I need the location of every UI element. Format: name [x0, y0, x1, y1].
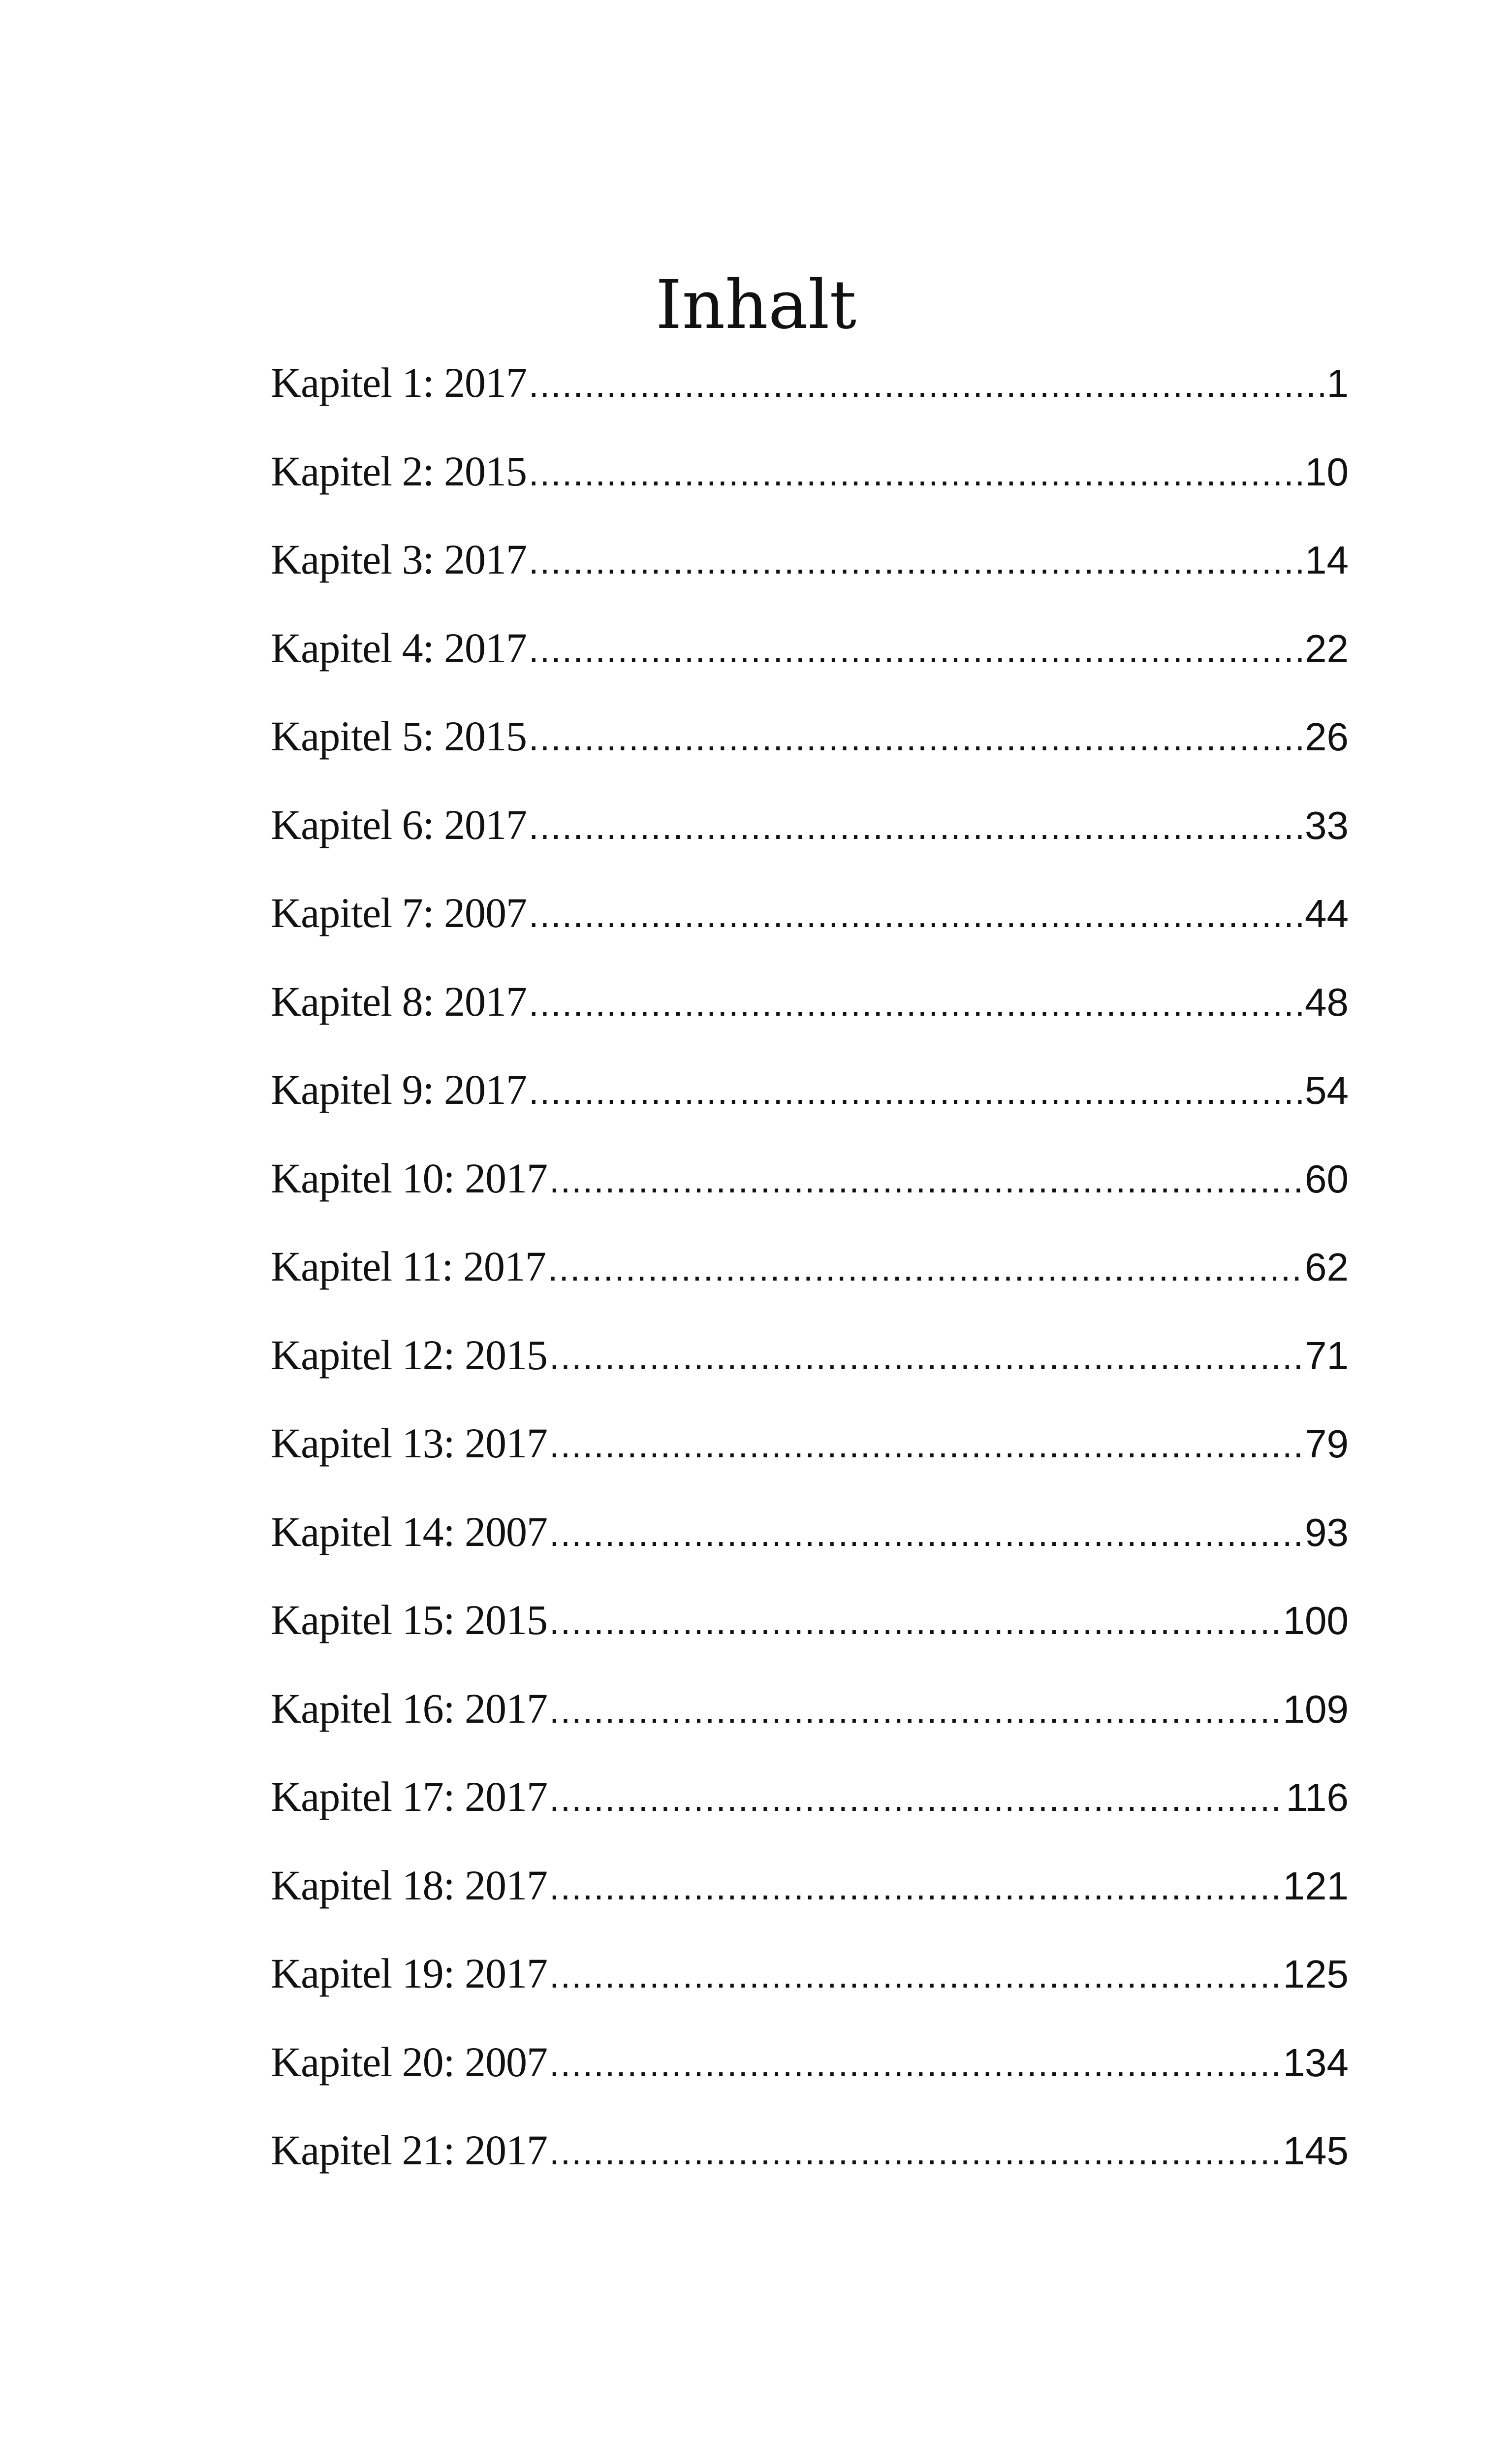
toc-entry-label: Kapitel 2: 2015 [271, 447, 527, 495]
toc-entry-label: Kapitel 16: 2017 [271, 1684, 548, 1732]
toc-entry[interactable] [271, 535, 1349, 623]
toc-entry-page-number: 100 [1283, 1599, 1349, 1642]
toc-dot-leader [529, 363, 1324, 405]
toc-entry[interactable] [271, 1418, 1349, 1507]
toc-dot-leader [529, 805, 1303, 847]
toc-entry-page-number: 121 [1283, 1864, 1349, 1908]
toc-entry-page-number: 93 [1305, 1510, 1349, 1554]
toc-dot-leader [549, 1336, 1303, 1378]
toc-entry-page-number: 44 [1305, 892, 1349, 935]
toc-entry[interactable] [271, 1507, 1349, 1596]
toc-entry[interactable] [271, 1772, 1349, 1861]
toc-entry-page-number: 125 [1283, 1952, 1349, 1996]
toc-entry-label: Kapitel 14: 2007 [271, 1508, 548, 1555]
toc-entry-label: Kapitel 5: 2015 [271, 712, 527, 760]
table-of-contents [271, 358, 1349, 2214]
toc-dot-leader [529, 540, 1303, 582]
toc-entry[interactable] [271, 1154, 1349, 1242]
toc-entry[interactable] [271, 1065, 1349, 1154]
toc-dot-leader [549, 2131, 1281, 2173]
toc-entry-page-number: 33 [1305, 803, 1349, 847]
toc-entry-page-number: 14 [1305, 538, 1349, 582]
toc-entry-label: Kapitel 6: 2017 [271, 801, 527, 848]
toc-entry-label: Kapitel 20: 2007 [271, 2038, 548, 2086]
toc-entry[interactable] [271, 1595, 1349, 1684]
toc-title: Inhalt [655, 266, 857, 344]
toc-entry[interactable] [271, 800, 1349, 889]
toc-dot-leader [549, 1954, 1281, 1996]
toc-entry-label: Kapitel 17: 2017 [271, 1773, 548, 1820]
toc-entry-page-number: 1 [1326, 361, 1349, 405]
toc-entry-page-number: 79 [1305, 1422, 1349, 1466]
toc-entry[interactable] [271, 1861, 1349, 1949]
toc-entry-label: Kapitel 12: 2015 [271, 1331, 548, 1379]
toc-entry-page-number: 60 [1305, 1157, 1349, 1201]
toc-entry[interactable] [271, 711, 1349, 800]
toc-dot-leader [549, 1777, 1284, 1819]
toc-dot-leader [549, 1424, 1303, 1466]
toc-dot-leader [529, 1070, 1303, 1112]
toc-entry-page-number: 10 [1305, 450, 1349, 494]
toc-entry[interactable] [271, 1949, 1349, 2037]
toc-entry-page-number: 116 [1286, 1775, 1349, 1819]
toc-entry-label: Kapitel 7: 2007 [271, 889, 527, 936]
toc-entry-page-number: 145 [1283, 2129, 1349, 2173]
toc-entry-label: Kapitel 13: 2017 [271, 1419, 548, 1467]
toc-dot-leader [549, 1159, 1303, 1201]
toc-entry[interactable] [271, 977, 1349, 1065]
toc-entry-label: Kapitel 15: 2015 [271, 1596, 548, 1643]
toc-entry-page-number: 62 [1305, 1245, 1349, 1289]
toc-entry[interactable] [271, 2037, 1349, 2126]
toc-entry-label: Kapitel 9: 2017 [271, 1066, 527, 1113]
toc-entry-page-number: 26 [1305, 715, 1349, 759]
toc-entry-label: Kapitel 18: 2017 [271, 1861, 548, 1909]
toc-entry-page-number: 71 [1305, 1333, 1349, 1378]
toc-dot-leader [549, 1866, 1281, 1908]
toc-entry-page-number: 22 [1305, 626, 1349, 671]
toc-dot-leader [549, 1689, 1281, 1731]
toc-entry-page-number: 134 [1283, 2040, 1349, 2085]
toc-entry-label: Kapitel 8: 2017 [271, 977, 527, 1025]
toc-entry-label: Kapitel 4: 2017 [271, 624, 527, 672]
toc-entry[interactable] [271, 1684, 1349, 1772]
toc-entry-label: Kapitel 11: 2017 [271, 1243, 546, 1290]
toc-entry-page-number: 109 [1283, 1687, 1349, 1731]
toc-entry-label: Kapitel 3: 2017 [271, 536, 527, 583]
toc-dot-leader [529, 717, 1303, 759]
toc-dot-leader [529, 629, 1303, 671]
toc-dot-leader [529, 894, 1303, 935]
toc-entry[interactable] [271, 1330, 1349, 1419]
toc-dot-leader [529, 452, 1303, 494]
toc-entry[interactable] [271, 447, 1349, 535]
toc-dot-leader [549, 1512, 1303, 1554]
toc-entry[interactable] [271, 623, 1349, 712]
toc-entry-label: Kapitel 19: 2017 [271, 1950, 548, 1997]
toc-entry[interactable] [271, 1242, 1349, 1330]
toc-entry-label: Kapitel 10: 2017 [271, 1154, 548, 1202]
toc-entry[interactable] [271, 358, 1349, 447]
toc-entry-page-number: 48 [1305, 980, 1349, 1024]
toc-entry-page-number: 54 [1305, 1068, 1349, 1112]
toc-dot-leader [548, 1247, 1303, 1289]
toc-entry[interactable] [271, 2125, 1349, 2214]
toc-entry-label: Kapitel 1: 2017 [271, 359, 527, 406]
toc-dot-leader [549, 2043, 1281, 2085]
toc-dot-leader [549, 1601, 1281, 1642]
toc-entry[interactable] [271, 888, 1349, 977]
toc-entry-label: Kapitel 21: 2017 [271, 2126, 548, 2174]
toc-dot-leader [529, 982, 1303, 1024]
